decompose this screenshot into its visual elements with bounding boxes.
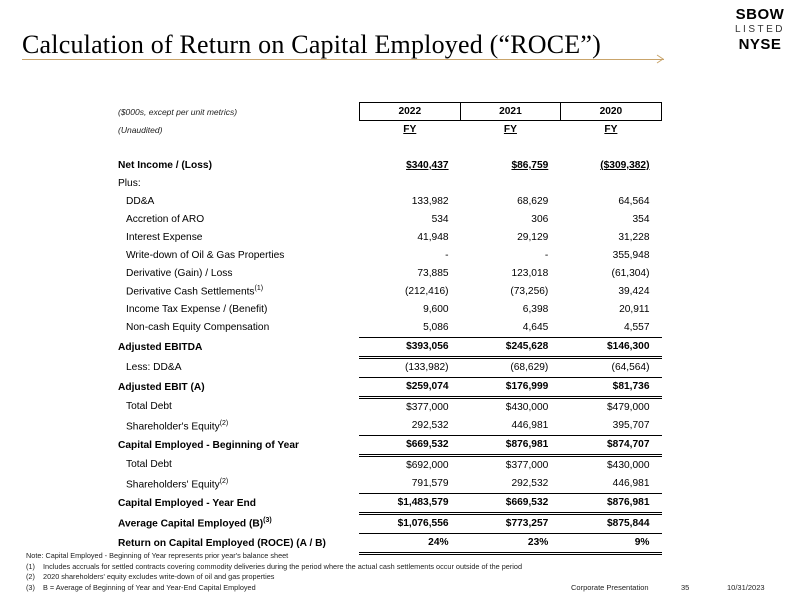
cell-value: $875,844: [560, 513, 661, 533]
table-row: [118, 319, 662, 338]
table-row: [118, 397, 662, 417]
footnote-marker: (2): [219, 477, 229, 485]
cell-value: (212,416): [404, 286, 449, 297]
cell-value: (68,629): [510, 362, 549, 373]
row-label: Average Capital Employed (B): [118, 518, 264, 530]
cell-value: 41,948: [417, 232, 449, 243]
footer-date: 10/31/2023: [727, 583, 765, 592]
cell-value: 20,911: [619, 304, 650, 315]
row-label: Derivative Cash Settlements: [126, 286, 255, 298]
table-row: [118, 513, 662, 533]
page-title: Calculation of Return on Capital Employed (“ROCE”): [22, 30, 601, 59]
table-row: [118, 475, 662, 494]
footnote: Note: Capital Employed - Beginning of Year represents prior year's balance sheet: [26, 551, 289, 560]
year-header: 2021: [461, 103, 561, 121]
cell-value: $669,532: [359, 435, 461, 455]
cell-value: 39,424: [618, 286, 650, 297]
cell-value: 23%: [461, 533, 561, 553]
footnote-marker: (1): [254, 285, 264, 293]
table-row: [118, 283, 662, 301]
row-label: Write-down of Oil & Gas Properties: [126, 250, 285, 261]
unaudited-note: (Unaudited): [118, 124, 163, 135]
chevron-right-icon: [655, 54, 665, 64]
footnote: (1) Includes accruals for settled contracts covering commodity deliveries during the period where the actual cash settlements occur outside of the period: [26, 561, 523, 571]
cell-value: $876,981: [560, 493, 661, 513]
cell-value: $1,483,579: [359, 493, 461, 513]
header-row-period: [118, 121, 662, 139]
row-label: Capital Employed - Year End: [118, 497, 256, 509]
period-header: FY: [403, 124, 417, 136]
cell-value: $377,000: [505, 460, 549, 471]
cell-value: 9%: [560, 533, 661, 553]
row-label-cell: [118, 417, 359, 436]
table-row: [118, 211, 662, 229]
cell-value: $340,437: [406, 160, 449, 171]
cell-value: 68,629: [517, 196, 549, 207]
row-label: Shareholder's Equity: [126, 420, 220, 432]
row-label: Derivative (Gain) / Loss: [126, 268, 233, 279]
cell-value: $430,000: [505, 402, 549, 413]
table-row: [118, 157, 662, 175]
cell-value: $86,759: [511, 160, 549, 171]
table-row: [118, 417, 662, 436]
footer-label: Corporate Presentation: [571, 583, 649, 592]
cell-value: 395,707: [612, 420, 650, 431]
cell-value: 791,579: [411, 478, 449, 489]
cell-value: 4,557: [624, 322, 650, 333]
cell-value: (64,564): [611, 362, 650, 373]
cell-value: 446,981: [612, 478, 650, 489]
table-row: [118, 193, 662, 211]
footnote-marker: (3): [263, 516, 272, 524]
table-row: [118, 175, 662, 193]
row-label: Net Income / (Loss): [118, 160, 212, 171]
cell-value: $430,000: [607, 460, 650, 471]
row-label-cell: [118, 513, 359, 533]
cell-value: 5,086: [423, 322, 449, 333]
table-row: [118, 337, 662, 357]
period-header: FY: [604, 124, 618, 136]
row-label: Total Debt: [126, 459, 172, 471]
table-row: [118, 301, 662, 319]
footnote: (2) 2020 shareholders' equity excludes write-down of oil and gas properties: [26, 572, 275, 581]
row-label: DD&A: [126, 196, 155, 207]
cell-value: (73,256): [510, 286, 549, 297]
year-header: 2022: [359, 103, 461, 121]
cell-value: 292,532: [411, 420, 449, 431]
cell-value: $773,257: [461, 513, 561, 533]
cell-value: 6,398: [522, 304, 549, 315]
cell-value: 446,981: [511, 420, 549, 431]
cell-value: $1,076,556: [359, 513, 461, 533]
row-label: Income Tax Expense / (Benefit): [126, 304, 268, 315]
logo-listed: LISTED: [734, 24, 785, 35]
table-row: [118, 435, 662, 455]
cell-value: 64,564: [618, 196, 650, 207]
cell-value: ($309,382): [600, 160, 650, 171]
cell-value: (133,982): [404, 362, 449, 373]
header-row-years: [118, 103, 662, 121]
cell-value: $692,000: [406, 460, 449, 471]
table-row: [118, 493, 662, 513]
cell-value: $259,074: [359, 377, 461, 397]
cell-value: $245,628: [461, 337, 561, 357]
row-label: Interest Expense: [126, 232, 203, 243]
cell-value: 29,129: [517, 232, 549, 243]
logo-exchange: NYSE: [738, 36, 782, 53]
cell-value: $393,056: [359, 337, 461, 357]
row-label: Adjusted EBIT (A): [118, 381, 205, 393]
table-row: [118, 229, 662, 247]
cell-value: 31,228: [618, 232, 650, 243]
cell-value: 306: [531, 214, 549, 225]
cell-value: 354: [632, 214, 650, 225]
cell-value: $81,736: [560, 377, 661, 397]
row-label: Capital Employed - Beginning of Year: [118, 439, 299, 451]
footnotes: [26, 551, 522, 593]
cell-value: 534: [431, 214, 449, 225]
footnote: (3) B = Average of Beginning of Year and Year-End Capital Employed: [26, 582, 256, 592]
page-number: 35: [681, 583, 690, 592]
row-label: Non-cash Equity Compensation: [126, 322, 270, 334]
table-row: [118, 265, 662, 283]
logo-ticker: SBOW: [735, 6, 785, 23]
cell-value: 292,532: [511, 478, 549, 489]
cell-value: $146,300: [560, 337, 661, 357]
cell-value: 123,018: [511, 268, 549, 279]
row-label: Shareholders' Equity: [126, 478, 220, 490]
cell-value: $479,000: [607, 402, 650, 413]
year-header: 2020: [560, 103, 661, 121]
table-row: [118, 533, 662, 553]
company-logo: [728, 6, 792, 53]
title-divider: [22, 59, 664, 60]
row-label: Less: DD&A: [126, 361, 182, 373]
cell-value: 133,982: [411, 196, 449, 207]
footnote-marker: (2): [219, 419, 229, 427]
cell-value: 9,600: [423, 304, 449, 315]
cell-value: $876,981: [461, 435, 561, 455]
cell-value: -: [445, 250, 449, 261]
cell-value: 4,645: [522, 322, 549, 333]
units-note: ($000s, except per unit metrics): [118, 106, 238, 117]
row-label-cell: [118, 475, 359, 494]
row-label-cell: [118, 283, 359, 301]
row-label: Total Debt: [126, 401, 172, 413]
row-label: Accretion of ARO: [126, 214, 205, 225]
cell-value: $176,999: [461, 377, 561, 397]
row-label: Return on Capital Employed (ROCE) (A / B): [118, 537, 326, 549]
roce-table: [118, 102, 662, 555]
cell-value: 73,885: [417, 268, 449, 279]
cell-value: -: [544, 250, 549, 261]
row-label: Adjusted EBITDA: [118, 341, 203, 353]
cell-value: 355,948: [612, 250, 650, 261]
cell-value: $669,532: [461, 493, 561, 513]
row-label: Plus:: [118, 178, 141, 189]
table-row: [118, 377, 662, 397]
cell-value: $874,707: [560, 435, 661, 455]
table-row: [118, 455, 662, 475]
period-header: FY: [503, 124, 517, 136]
table-row: [118, 247, 662, 265]
cell-value: $377,000: [406, 402, 449, 413]
cell-value: 24%: [359, 533, 461, 553]
cell-value: (61,304): [611, 268, 650, 279]
table-row: [118, 357, 662, 377]
